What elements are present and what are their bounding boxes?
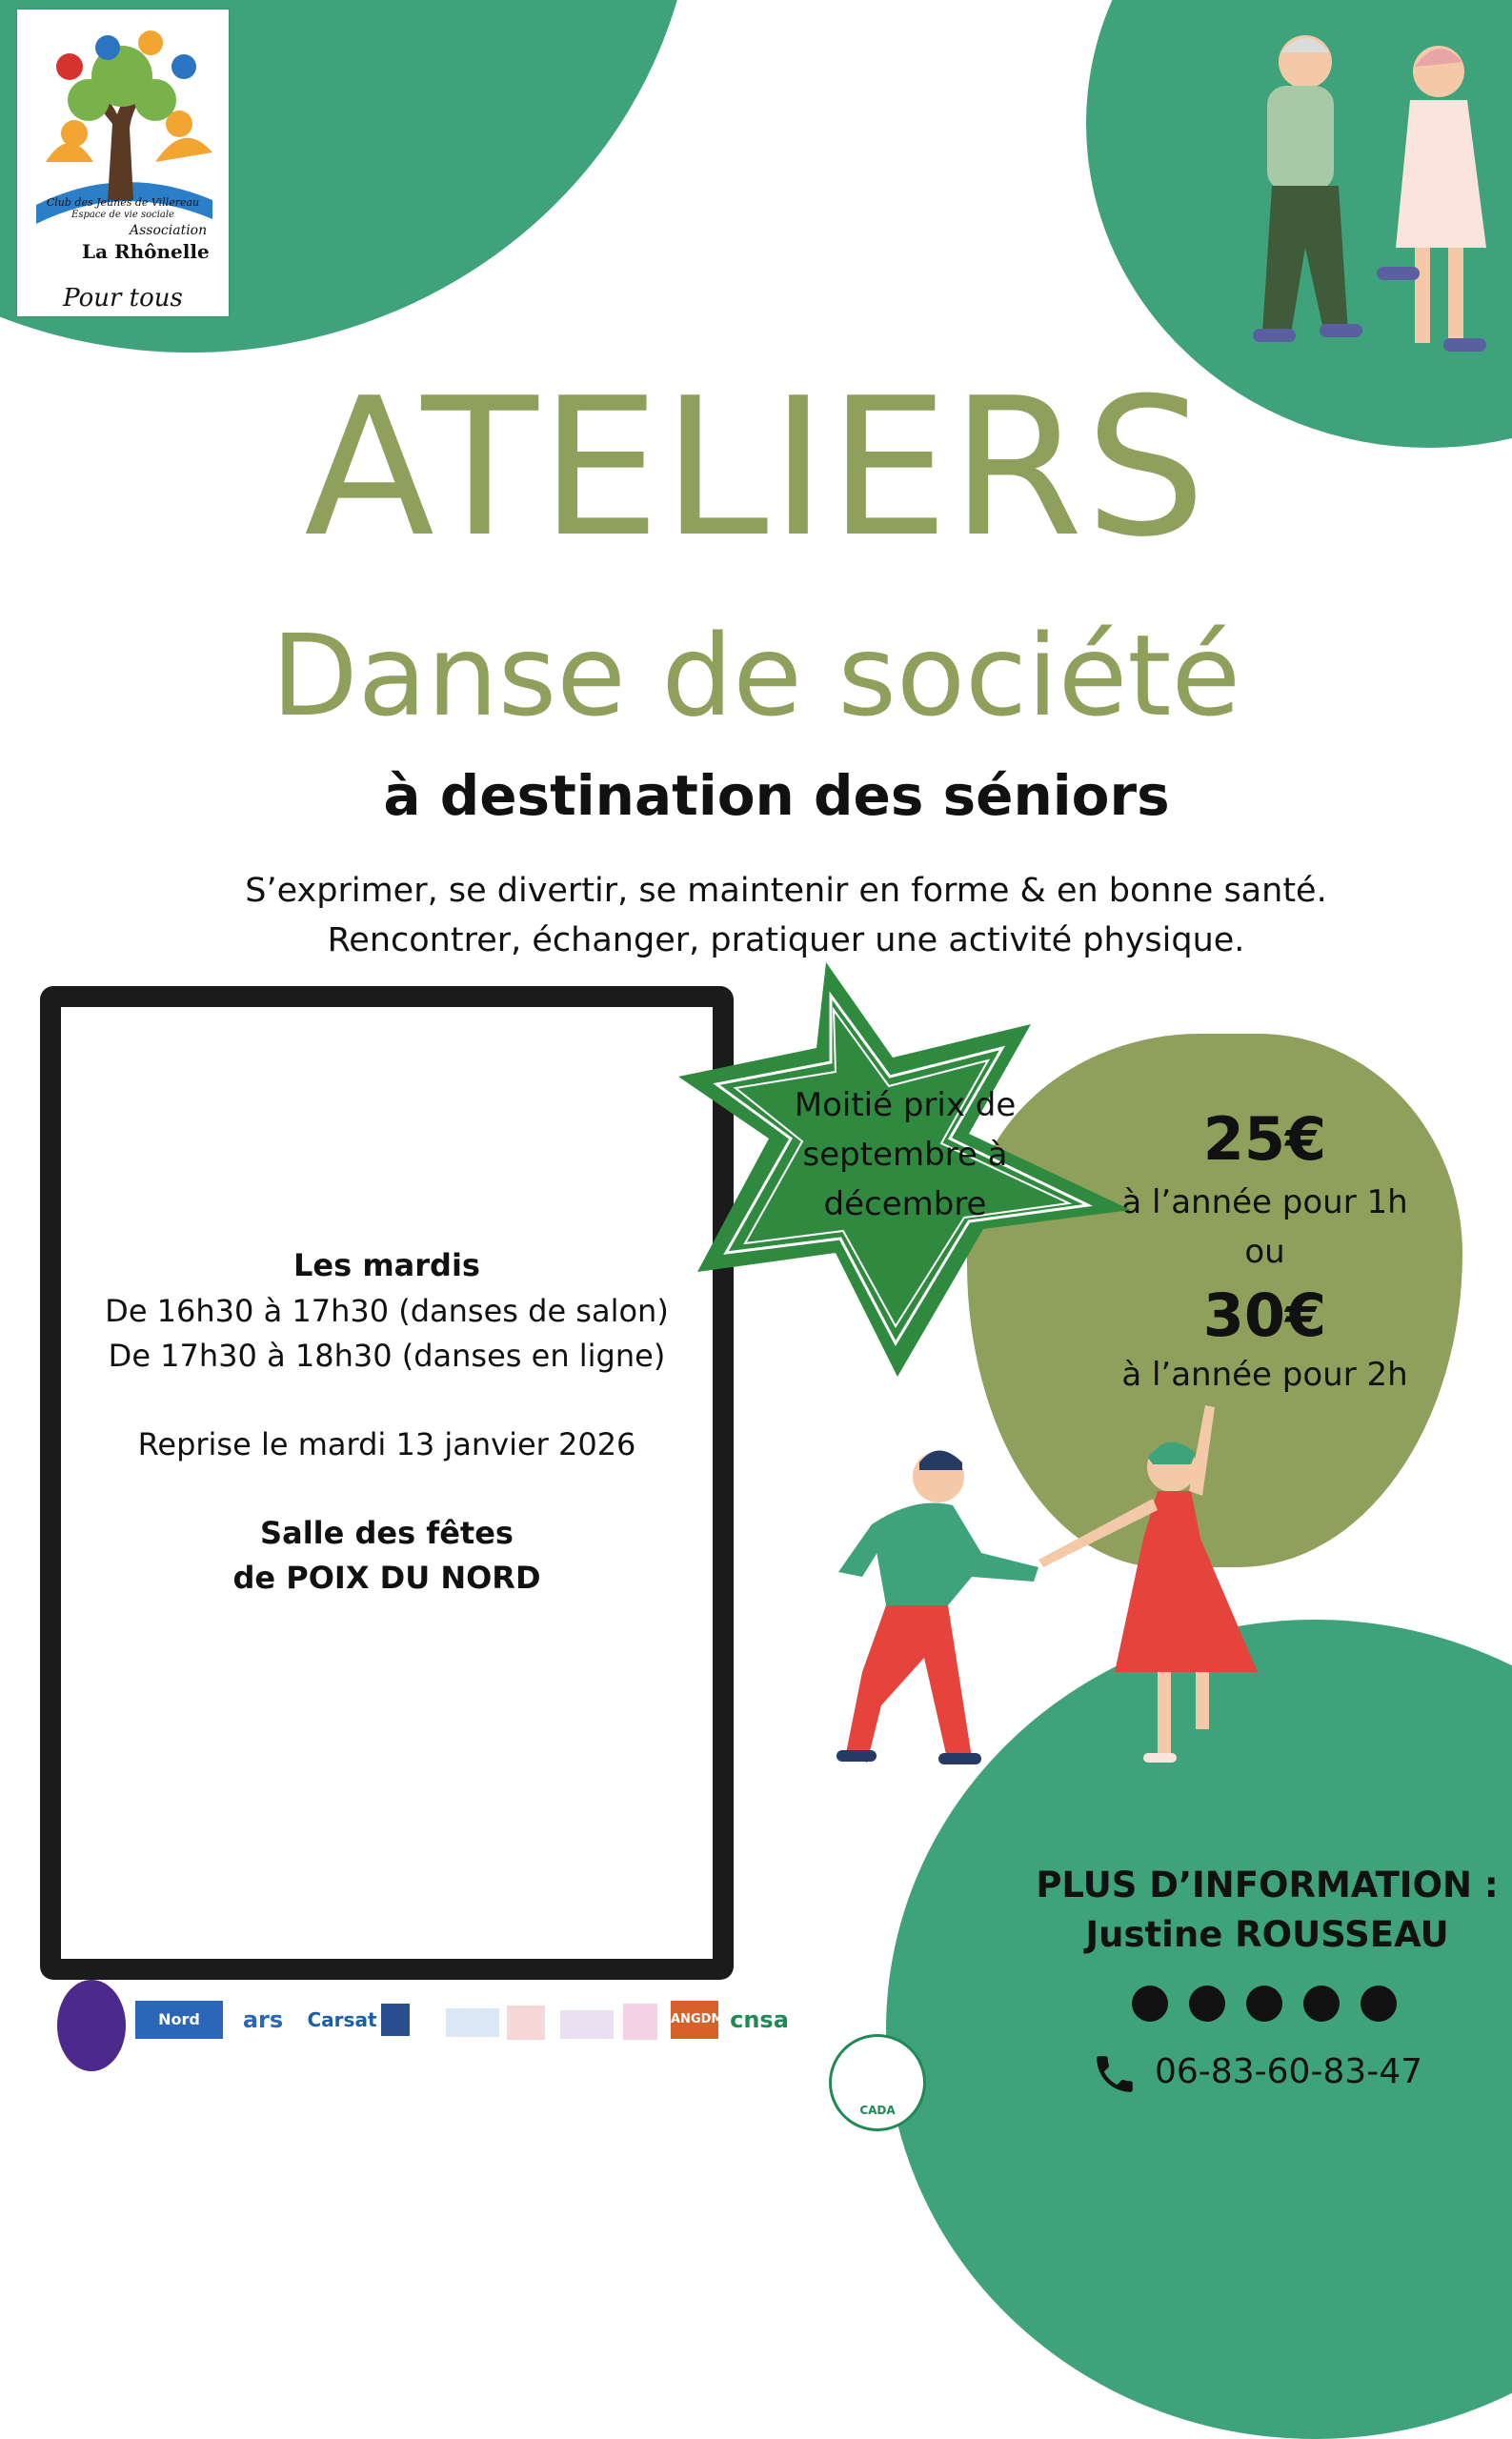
partner-logo-angdm: ANGDM <box>671 2001 718 2039</box>
tagline-line-2: Rencontrer, échanger, pratiquer une activité physique. <box>327 921 1245 959</box>
partner-logo-mutualite <box>507 2006 545 2040</box>
page-subtitle: Danse de société <box>271 610 1241 741</box>
partner-logo-6 <box>623 2004 657 2040</box>
contact-phone[interactable]: 06-83-60-83-47 <box>1155 2052 1423 2091</box>
decorative-dot-5 <box>1361 1985 1397 2022</box>
promo-line-2: septembre à <box>802 1136 1008 1174</box>
partner-logo-5 <box>381 2004 410 2036</box>
partner-logo-seal <box>57 1980 126 2071</box>
decorative-dot-1 <box>1132 1985 1168 2022</box>
promo-line-3: décembre <box>823 1185 987 1223</box>
price-2-description: à l’année pour 2h <box>1121 1356 1408 1394</box>
partner-logo-carsat: Carsat <box>307 2008 377 2031</box>
schedule-day: Les mardis <box>293 1247 480 1283</box>
schedule-slot-1: De 16h30 à 17h30 (danses de salon) <box>105 1293 669 1329</box>
promo-line-1: Moitié prix de <box>794 1086 1017 1124</box>
contact-name: Justine ROUSSEAU <box>1085 1914 1449 1955</box>
schedule-slot-2: De 17h30 à 18h30 (danses en ligne) <box>108 1338 666 1374</box>
logo-name: La Rhônelle <box>82 240 210 263</box>
price-2: 30€ <box>1202 1280 1327 1350</box>
cada-label: CADA <box>859 2104 896 2117</box>
page-title: ATELIERS <box>304 357 1208 579</box>
logo-line2: Espace de vie sociale <box>71 210 174 220</box>
couple-dancing-illustration <box>829 1386 1267 1777</box>
price-1: 25€ <box>1202 1104 1327 1174</box>
decorative-dot-2 <box>1189 1985 1225 2022</box>
phone-icon <box>1091 2050 1139 2098</box>
partner-logo-assurance-maladie <box>446 2008 499 2037</box>
schedule-info-box <box>40 986 734 1980</box>
partner-logo-nord: Nord <box>135 2001 223 2039</box>
resume-date: Reprise le mardi 13 janvier 2026 <box>137 1426 636 1462</box>
venue-line-1: Salle des fêtes <box>260 1515 514 1551</box>
logo-association: Association <box>130 223 208 238</box>
partner-logo-agirc-arrco <box>560 2010 614 2039</box>
price-1-description: à l’année pour 1h <box>1121 1183 1408 1221</box>
audience-text: à destination des séniors <box>383 763 1170 828</box>
association-logo <box>17 10 229 316</box>
tagline-line-1: S’exprimer, se divertir, se maintenir en forme & en bonne santé. <box>245 872 1327 910</box>
logo-line1: Club des Jeunes de Villereau <box>46 196 200 209</box>
cada-logo <box>829 2034 926 2131</box>
logo-motto: Pour tous <box>63 284 183 312</box>
contact-title: PLUS D’INFORMATION : <box>1036 1865 1499 1905</box>
decorative-dot-3 <box>1246 1985 1282 2022</box>
venue-line-2: de POIX DU NORD <box>232 1560 541 1596</box>
decorative-dot-4 <box>1303 1985 1340 2022</box>
partner-logo-cnsa: cnsa <box>730 2006 789 2033</box>
price-or: ou <box>1244 1233 1285 1271</box>
partner-logo-ars: ars <box>242 2006 284 2033</box>
senior-dancers-illustration <box>1224 19 1501 372</box>
